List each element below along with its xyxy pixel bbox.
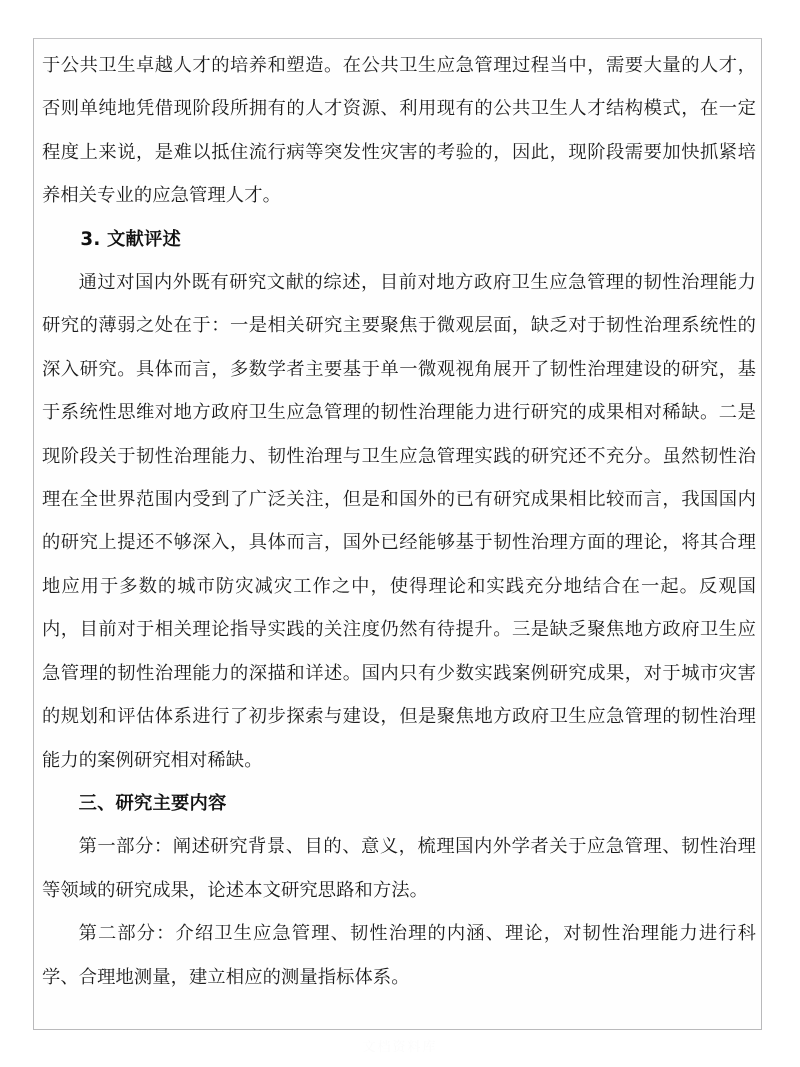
page-top-margin [0, 0, 800, 38]
paragraph-literature-review: 通过对国内外既有研究文献的综述，目前对地方政府卫生应急管理的韧性治理能力研究的薄弱之处在于：一是相关研究主要聚焦于微观层面，缺乏对于韧性治理系统性的深入研究。具体而言，多数学者主要基于单一微观视角展开了韧性治理建设的研究，基于系统性思维对地方政府卫生应急管理的韧性治理能力进行研究的成果相对稀缺。二是现阶段关于韧性治理能力、韧性治理与卫生应急管理实践的研究还不充分。虽然韧性治理在全世界范围内受到了广泛关注，但是和国外的已有研究成果相比较而言，我国国内的研究上提还不够深入，具体而言，国外已经能够基于韧性治理方面的理论，将其合理地应用于多数的城市防灾减灾工作之中，使得理论和实践充分地结合在一起。反观国内，目前对于相关理论指导实践的关注度仍然有待提升。三是缺乏聚焦地方政府卫生应急管理的韧性治理能力的深描和详述。国内只有少数实践案例研究成果，对于城市灾害的规划和评估体系进行了初步探索与建设，但是聚焦地方政府卫生应急管理的韧性治理能力的案例研究相对稀缺。 [42, 272, 756, 771]
heading-research-main-content: 三、研究主要内容 [78, 792, 227, 814]
paragraph-continuation: 于公共卫生卓越人才的培养和塑造。在公共卫生应急管理过程当中，需要大量的人才，否则单纯地凭借现阶段所拥有的人才资源、利用现有的公共卫生人才结构模式，在一定程度上来说，是难以抵住流行病等突发性灾害的考验的，因此，现阶段需要加快抓紧培养相关专业的应急管理人才。 [42, 55, 756, 207]
paragraph-part-two: 第二部分：介绍卫生应急管理、韧性治理的内涵、理论，对韧性治理能力进行科学、合理地测量，建立相应的测量指标体系。 [42, 923, 756, 988]
document-text-body [42, 44, 756, 1024]
paragraph-part-one: 第一部分：阐述研究背景、目的、意义，梳理国内外学者关于应急管理、韧性治理等领域的研究成果，论述本文研究思路和方法。 [42, 836, 756, 901]
heading-literature-review: 3. 文献评述 [80, 228, 181, 250]
page-watermark: 文档资料库 [362, 1040, 438, 1055]
